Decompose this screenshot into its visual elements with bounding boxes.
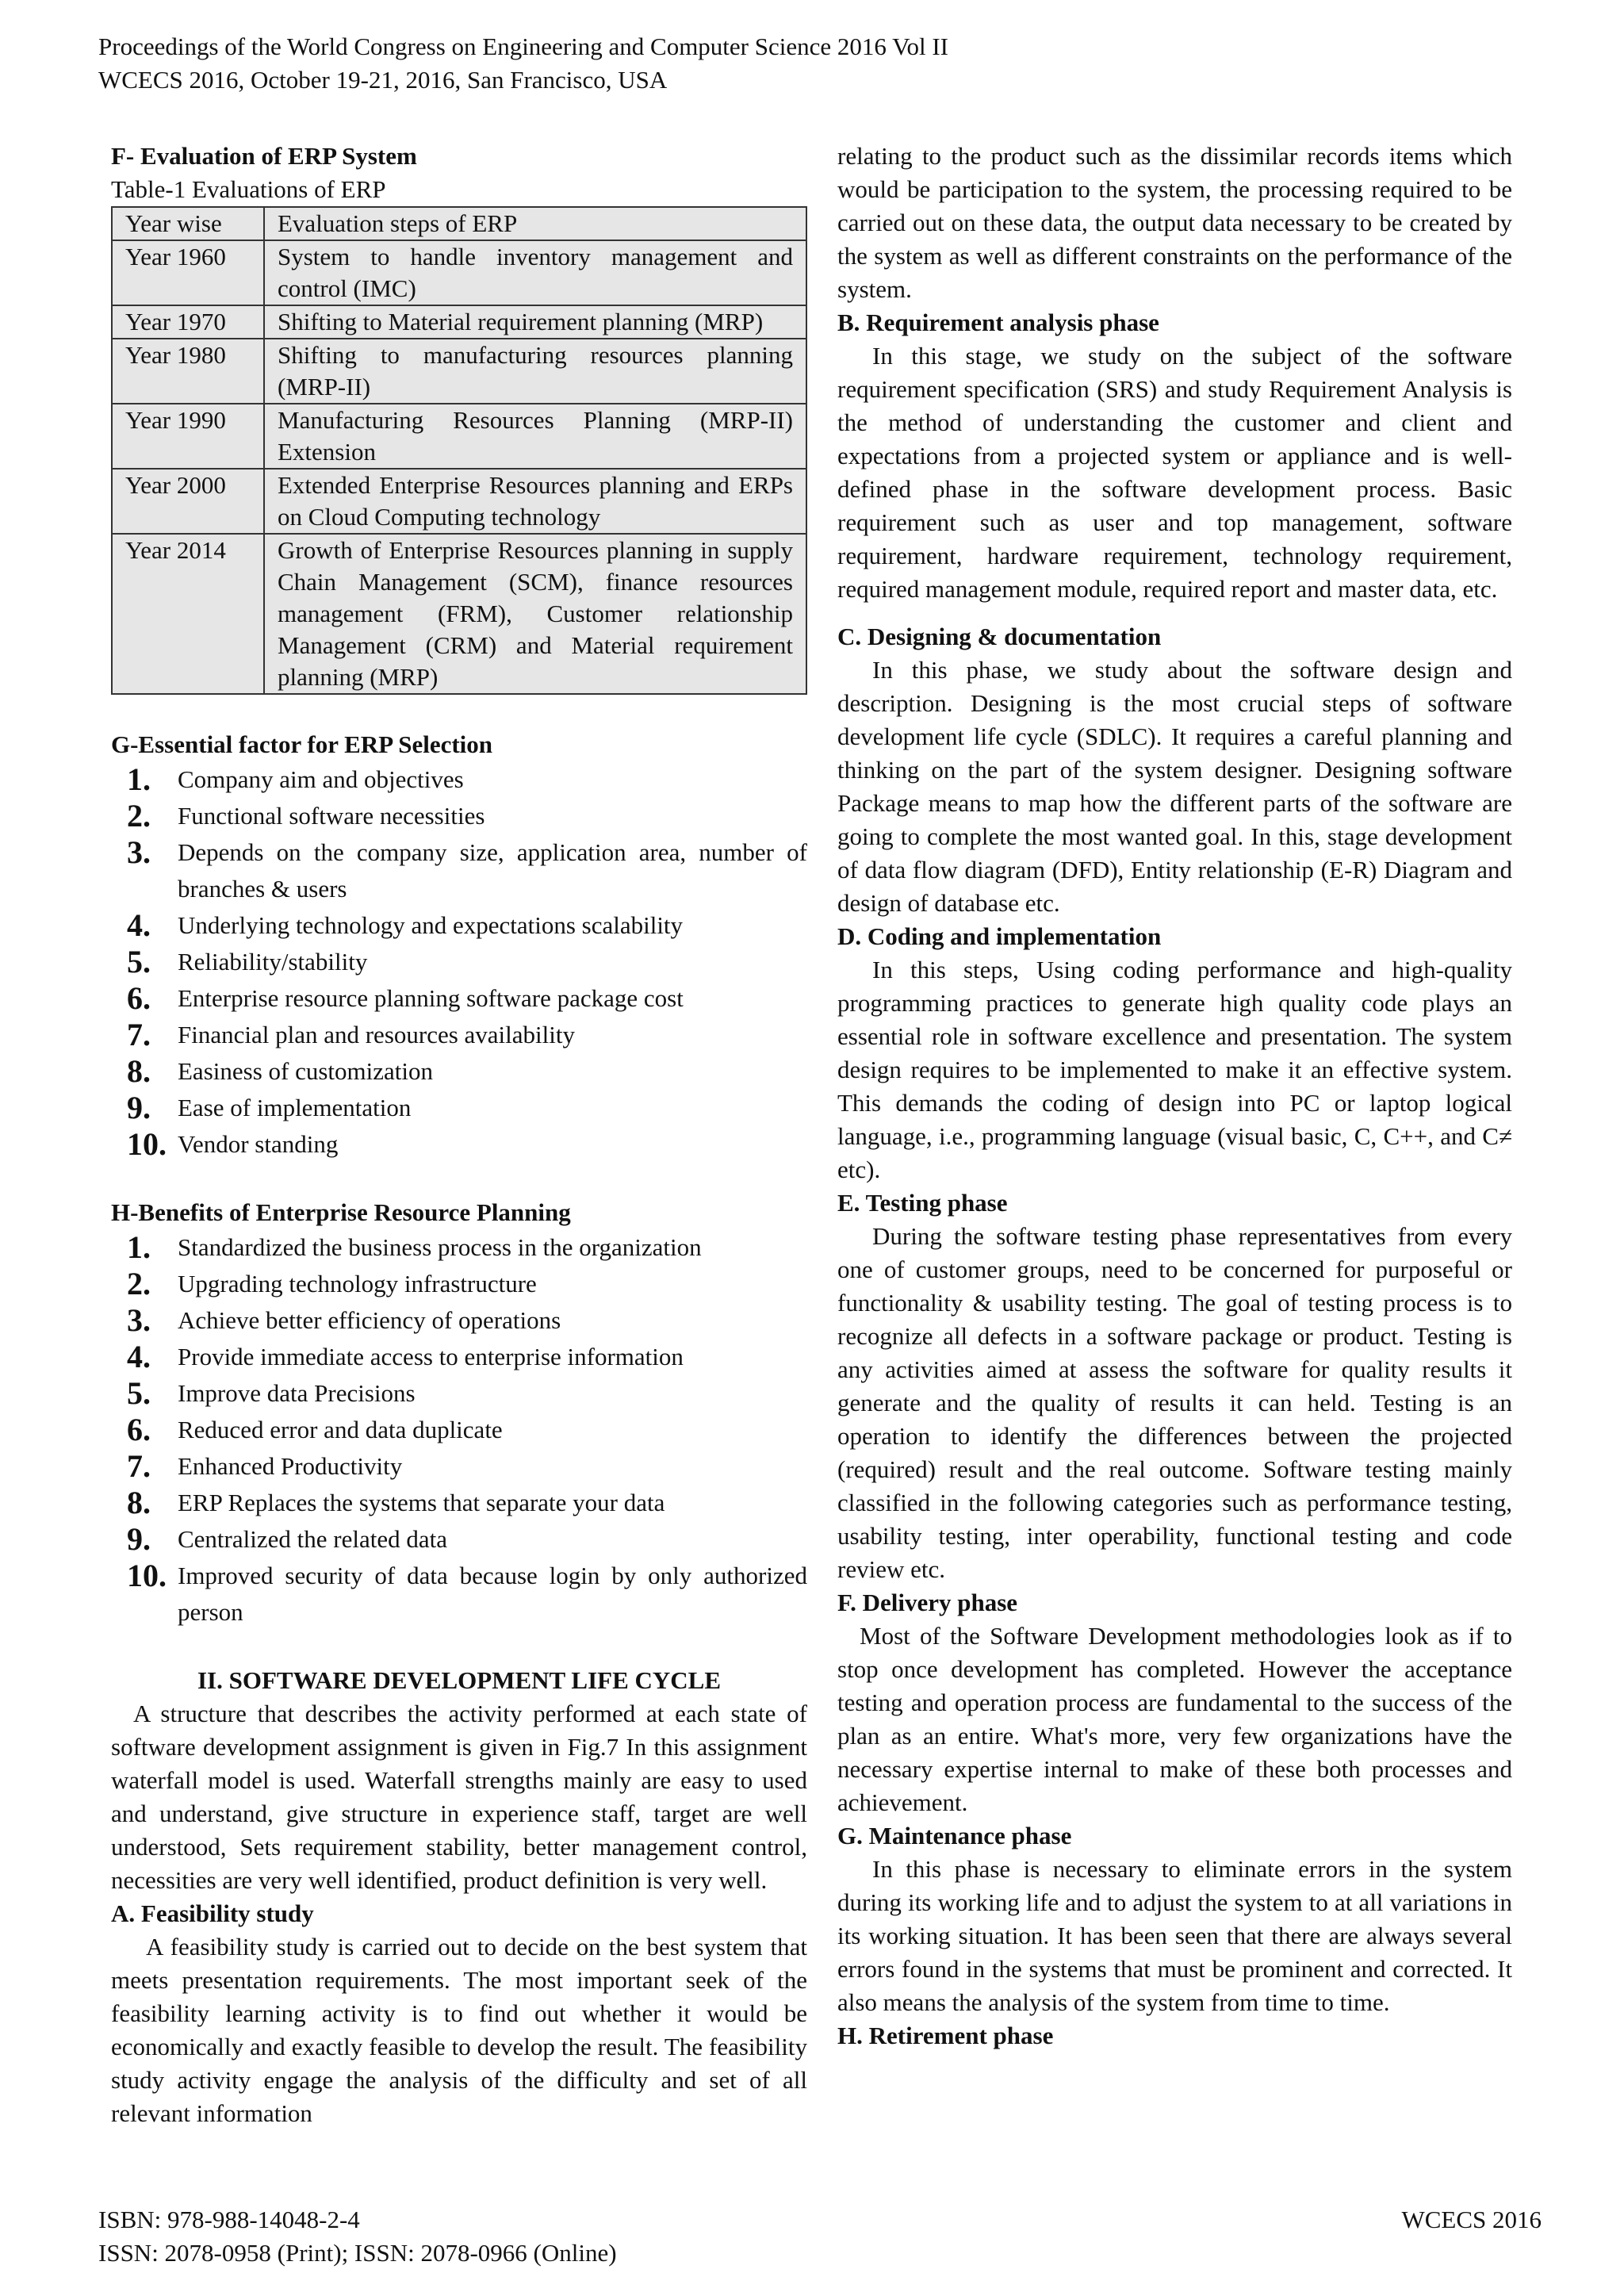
left-column bbox=[111, 140, 807, 2130]
coding-paragraph: In this steps, Using coding performance and high-quality programming practices to generate high quality code plays an essential role in software excellence and presentation. The system design requires to be implemented to make it an effective system. This demands the coding of design into PC or laptop logical language, i.e., programming language (visual basic, C, C++, and C≠ etc). bbox=[837, 956, 1512, 1183]
list-item bbox=[111, 1302, 807, 1339]
list-number: 5. bbox=[127, 944, 151, 979]
testing-heading: E. Testing phase bbox=[837, 1189, 1008, 1217]
table-caption: Table-1 Evaluations of ERP bbox=[111, 175, 386, 203]
list-text: Improved security of data because login by only authorized person bbox=[178, 1562, 807, 1626]
list-text: Depends on the company size, application area, number of branches & users bbox=[178, 838, 807, 903]
list-text: Underlying technology and expectations scalability bbox=[178, 911, 684, 939]
table-row bbox=[112, 404, 806, 469]
table-header-steps: Evaluation steps of ERP bbox=[264, 207, 806, 240]
list-item bbox=[111, 907, 807, 944]
table-row bbox=[112, 305, 806, 339]
list-number: 6. bbox=[127, 1412, 151, 1447]
list-item bbox=[111, 1090, 807, 1126]
table-cell-desc: Manufacturing Resources Planning (MRP-II) Extension bbox=[264, 404, 806, 469]
list-item bbox=[111, 761, 807, 798]
list-number: 7. bbox=[127, 1017, 151, 1052]
list-item bbox=[111, 1375, 807, 1412]
table-cell-desc: System to handle inventory management and control (IMC) bbox=[264, 240, 806, 305]
footer-conference-tag: WCECS 2016 bbox=[1401, 2206, 1542, 2233]
list-item bbox=[111, 1521, 807, 1558]
testing-paragraph: During the software testing phase representatives from every one of customer groups, need to be concerned for purposeful or functionality & usability testing. The goal of testing process is to recognize all defects in a software package or product. Testing is any activities aimed at assess the software for quality results it generate and the quality of results it can held. Testing is an operation to identify the differences between the projected (required) result and the real outcome. Software testing mainly classified in the following categories such as performance testing, usability testing, inter operability, functional testing and code review etc. bbox=[837, 1222, 1512, 1583]
erp-evaluation-table bbox=[111, 206, 807, 695]
table-cell-year: Year 1980 bbox=[112, 339, 264, 404]
list-item bbox=[111, 1229, 807, 1266]
list-number: 5. bbox=[127, 1375, 151, 1411]
list-item bbox=[111, 1126, 807, 1163]
table-cell-year: Year 1960 bbox=[112, 240, 264, 305]
feasibility-heading: A. Feasibility study bbox=[111, 1899, 314, 1927]
table-row bbox=[112, 339, 806, 404]
delivery-heading: F. Delivery phase bbox=[837, 1589, 1018, 1616]
benefits-list bbox=[111, 1229, 807, 1631]
feasibility-paragraph: A feasibility study is carried out to decide on the best system that meets presentation requirements. The most important seek of the feasibility learning activity is to find out whether it would be economically and exactly feasible to develop the result. The feasibility study activity engage the analysis of the difficulty and set of all relevant information bbox=[111, 1933, 807, 2127]
list-item bbox=[111, 944, 807, 980]
list-number: 7. bbox=[127, 1448, 151, 1484]
table-cell-desc: Shifting to manufacturing resources planning (MRP-II) bbox=[264, 339, 806, 404]
list-number: 6. bbox=[127, 980, 151, 1016]
list-number: 1. bbox=[127, 1229, 151, 1265]
requirement-analysis-paragraph: In this stage, we study on the subject of the software requirement specification (SRS) and study Requirement Analysis is the method of understanding the customer and client and expectations from a projected system or appliance and is well-defined phase in the software development process. Basic requirement such as user and top management, software requirement, hardware requirement, technology requirement, required management module, required report and master data, etc. bbox=[837, 342, 1512, 603]
list-item bbox=[111, 1412, 807, 1448]
list-text: Centralized the related data bbox=[178, 1525, 447, 1553]
retirement-heading: H. Retirement phase bbox=[837, 2022, 1054, 2049]
list-item bbox=[111, 1448, 807, 1485]
section-g-heading: G-Essential factor for ERP Selection bbox=[111, 730, 493, 758]
list-text: Financial plan and resources availability bbox=[178, 1021, 575, 1048]
list-text: Reduced error and data duplicate bbox=[178, 1416, 503, 1443]
footer-isbn: ISBN: 978-988-14048-2-4 bbox=[98, 2206, 360, 2233]
list-item bbox=[111, 980, 807, 1017]
list-item bbox=[111, 798, 807, 834]
table-cell-desc: Extended Enterprise Resources planning and ERPs on Cloud Computing technology bbox=[264, 469, 806, 534]
delivery-paragraph: Most of the Software Development methodologies look as if to stop once development has completed. However the acceptance testing and operation process are fundamental to the success of the plan as an entire. What's more, very few organizations have the necessary expertise internal to make of these both processes and achievement. bbox=[837, 1622, 1512, 1816]
list-text: Easiness of customization bbox=[178, 1057, 433, 1085]
section-f-heading: F- Evaluation of ERP System bbox=[111, 142, 417, 170]
designing-heading: C. Designing & documentation bbox=[837, 623, 1162, 650]
list-number: 8. bbox=[127, 1053, 151, 1089]
list-text: Achieve better efficiency of operations bbox=[178, 1306, 561, 1334]
list-number: 10. bbox=[127, 1558, 167, 1593]
list-number: 4. bbox=[127, 907, 151, 943]
list-number: 9. bbox=[127, 1090, 151, 1125]
designing-paragraph: In this phase, we study about the software design and description. Designing is the most crucial steps of software development life cycle (SDLC). It requires a careful planning and thinking on the part of the system designer. Designing software Package means to map how the different parts of the software are going to complete the most wanted goal. In this, stage development of data flow diagram (DFD), Entity relationship (E-R) Diagram and design of database etc. bbox=[837, 656, 1512, 917]
header-conference-line: WCECS 2016, October 19-21, 2016, San Francisco, USA bbox=[98, 66, 668, 94]
section-h-heading: H-Benefits of Enterprise Resource Planning bbox=[111, 1198, 571, 1226]
maintenance-paragraph: In this phase is necessary to eliminate errors in the system during its working life and to adjust the system to at all variations in its working situation. It has been seen that there are always several errors found in the systems that must be prominent and corrected. It also means the analysis of the system from time to time. bbox=[837, 1855, 1512, 2016]
list-text: Provide immediate access to enterprise information bbox=[178, 1343, 684, 1370]
table-cell-desc: Shifting to Material requirement planning (MRP) bbox=[264, 305, 806, 339]
list-item bbox=[111, 834, 807, 907]
list-number: 4. bbox=[127, 1339, 151, 1374]
table-header-year: Year wise bbox=[112, 207, 264, 240]
feasibility-continued-paragraph: relating to the product such as the dissimilar records items which would be participation to the system, the processing required to be carried out on these data, the output data necessary to be created by the system as well as different constraints on the performance of the system. bbox=[837, 142, 1512, 303]
list-text: Improve data Precisions bbox=[178, 1379, 416, 1407]
essential-factors-list bbox=[111, 761, 807, 1163]
maintenance-heading: G. Maintenance phase bbox=[837, 1822, 1072, 1849]
footer-issn: ISSN: 2078-0958 (Print); ISSN: 2078-0966 (Online) bbox=[98, 2239, 617, 2267]
table-row bbox=[112, 534, 806, 694]
table-cell-year: Year 1970 bbox=[112, 305, 264, 339]
table-row bbox=[112, 469, 806, 534]
list-text: Upgrading technology infrastructure bbox=[178, 1270, 537, 1297]
table-cell-year: Year 1990 bbox=[112, 404, 264, 469]
table-header-row bbox=[112, 207, 806, 240]
sdlc-section-title: II. SOFTWARE DEVELOPMENT LIFE CYCLE bbox=[197, 1666, 722, 1694]
list-item bbox=[111, 1053, 807, 1090]
list-number: 3. bbox=[127, 1302, 151, 1338]
list-number: 1. bbox=[127, 761, 151, 797]
list-text: Company aim and objectives bbox=[178, 765, 464, 793]
list-number: 8. bbox=[127, 1485, 151, 1520]
list-number: 3. bbox=[127, 834, 151, 870]
list-text: Enterprise resource planning software package cost bbox=[178, 984, 684, 1012]
list-number: 2. bbox=[127, 1266, 151, 1301]
list-item bbox=[111, 1558, 807, 1631]
list-number: 2. bbox=[127, 798, 151, 834]
running-header bbox=[98, 30, 948, 97]
list-text: ERP Replaces the systems that separate your data bbox=[178, 1489, 665, 1516]
coding-heading: D. Coding and implementation bbox=[837, 922, 1162, 950]
table-cell-year: Year 2000 bbox=[112, 469, 264, 534]
right-column bbox=[837, 140, 1512, 2053]
table-cell-year: Year 2014 bbox=[112, 534, 264, 694]
list-text: Vendor standing bbox=[178, 1130, 339, 1158]
list-item bbox=[111, 1266, 807, 1302]
list-item bbox=[111, 1485, 807, 1521]
sdlc-intro-paragraph: A structure that describes the activity performed at each state of software development assignment is given in Fig.7 In this assignment waterfall model is used. Waterfall strengths mainly are easy to used and understand, give structure in experience staff, target are well understood, Sets requirement stability, better management control, necessities are very well identified, product definition is very well. bbox=[111, 1700, 807, 1894]
list-item bbox=[111, 1339, 807, 1375]
header-proceedings-line: Proceedings of the World Congress on Engineering and Computer Science 2016 Vol II bbox=[98, 33, 948, 60]
requirement-analysis-heading: B. Requirement analysis phase bbox=[837, 309, 1159, 336]
list-number: 9. bbox=[127, 1521, 151, 1557]
list-text: Standardized the business process in the organization bbox=[178, 1233, 702, 1261]
table-row bbox=[112, 240, 806, 305]
list-text: Functional software necessities bbox=[178, 802, 485, 830]
list-item bbox=[111, 1017, 807, 1053]
list-text: Reliability/stability bbox=[178, 948, 368, 976]
list-text: Ease of implementation bbox=[178, 1094, 412, 1121]
list-text: Enhanced Productivity bbox=[178, 1452, 403, 1480]
footer-identifiers bbox=[98, 2203, 617, 2270]
list-number: 10. bbox=[127, 1126, 167, 1162]
table-cell-desc: Growth of Enterprise Resources planning in supply Chain Management (SCM), finance resources management (FRM), Customer relationship Management (CRM) and Material requirement planning (MRP) bbox=[264, 534, 806, 694]
